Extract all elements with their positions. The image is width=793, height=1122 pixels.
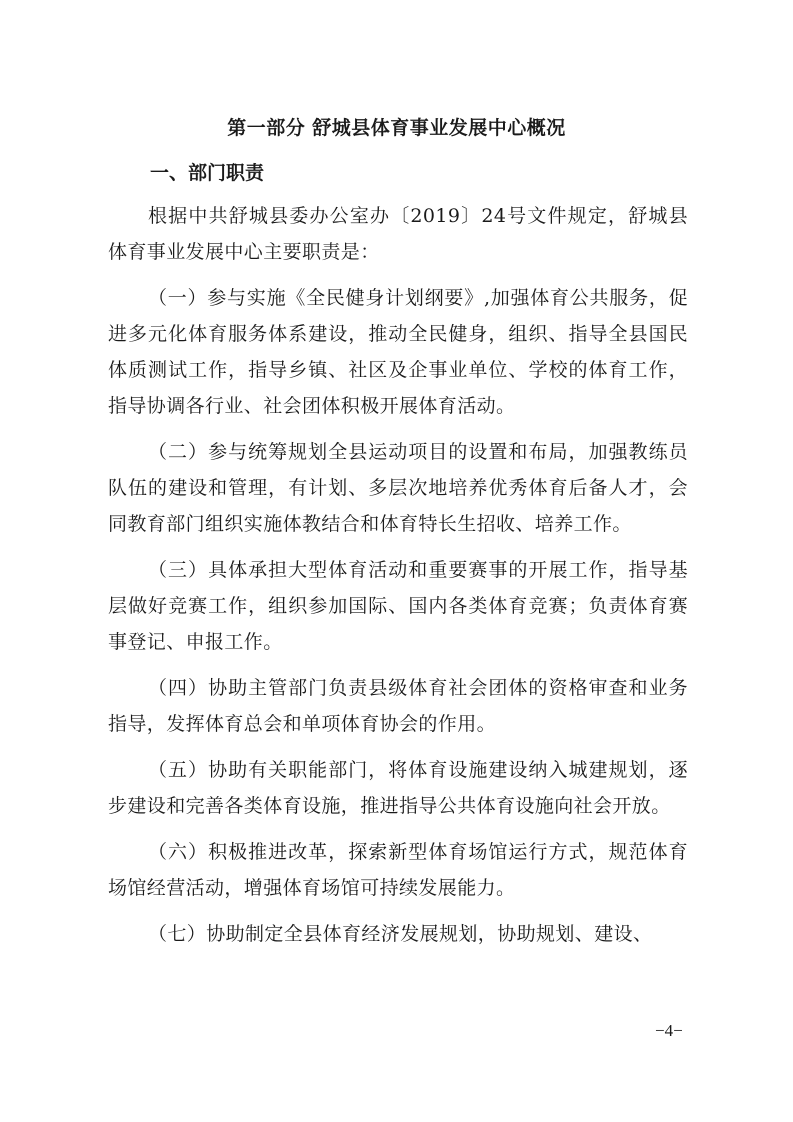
paragraph-item-6: （六）积极推进改革，探索新型体育场馆运行方式，规范体育场馆经营活动，增强体育场馆可持续发展能力。 (108, 841, 688, 899)
paragraph-item-4: （四）协助主管部门负责县级体育社会团体的资格审查和业务指导，发挥体育总会和单项体育协会的作用。 (108, 677, 688, 735)
paragraph-item-2: （二）参与统筹规划全县运动项目的设置和布局，加强教练员队伍的建设和管理，有计划、多层次地培养优秀体育后备人才，会同教育部门组织实施体教结合和体育特长生招收、培养工作。 (108, 441, 688, 535)
paragraph-item-1: （一）参与实施《全民健身计划纲要》,加强体育公共服务，促进多元化体育服务体系建设，推动全民健身，组织、指导全县国民体质测试工作，指导乡镇、社区及企事业单位、学校的体育工作，指导协调各行业、社会团体积极开展体育活动。 (108, 287, 688, 417)
section-heading: 一、部门职责 (150, 162, 265, 184)
page-title: 第一部分 舒城县体育事业发展中心概况 (227, 117, 566, 139)
page-number: −4− (655, 1021, 683, 1040)
body-text (108, 198, 688, 962)
paragraph-item-3: （三）具体承担大型体育活动和重要赛事的开展工作，指导基层做好竞赛工作，组织参加国际、国内各类体育竞赛；负责体育赛事登记、申报工作。 (108, 559, 688, 653)
paragraph-intro: 根据中共舒城县委办公室办〔2019〕24号文件规定，舒城县体育事业发展中心主要职责是： (108, 205, 688, 263)
paragraph-item-7: （七）协助制定全县体育经济发展规划，协助规划、建设、 (148, 923, 653, 945)
paragraph-item-5: （五）协助有关职能部门，将体育设施建设纳入城建规划，逐步建设和完善各类体育设施，推进指导公共体育设施向社会开放。 (108, 759, 688, 817)
